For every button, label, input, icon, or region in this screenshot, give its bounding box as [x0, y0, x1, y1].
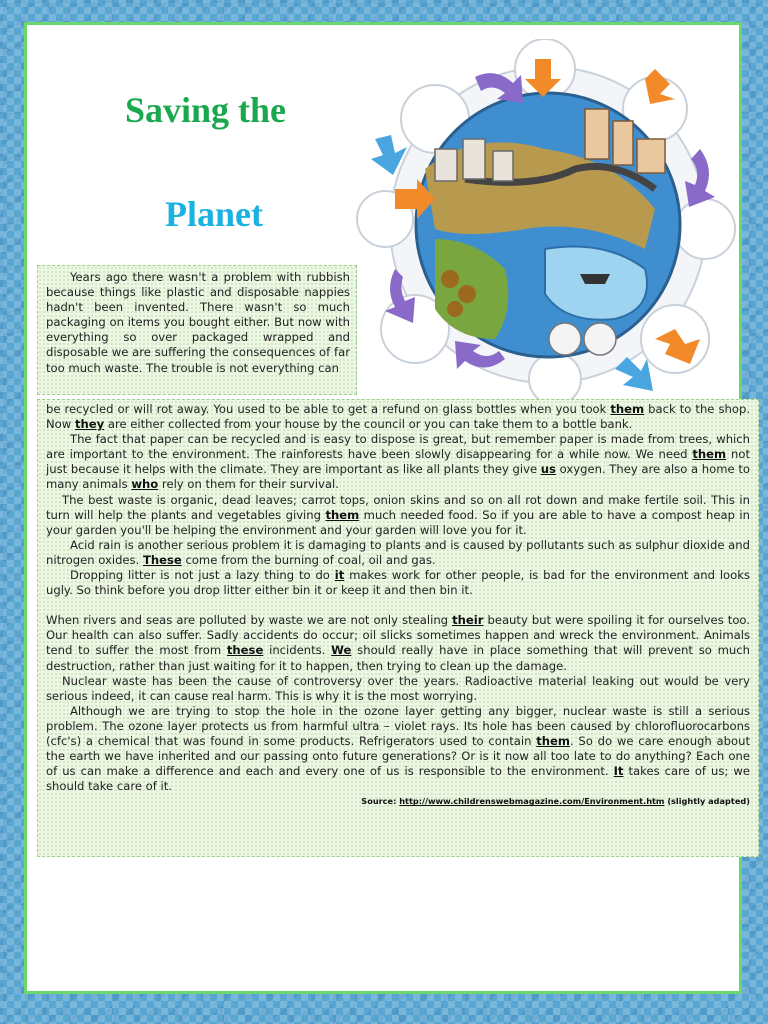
- paragraph-1: be recycled or will rot away. You used to be able to get a refund on glass bottles when you took them back to the shop. Now they are either collected from your house by the council or you can take them to a bottle bank.: [46, 402, 750, 432]
- worksheet-page: [24, 22, 750, 994]
- title-line-1: Saving the: [125, 90, 287, 130]
- highlight-word: us: [540, 462, 556, 477]
- highlight-word: these: [226, 643, 264, 658]
- paragraph-8: Although we are trying to stop the hole in the ozone layer getting any bigger, nuclear waste is still a serious problem. The ozone layer protects us from harmful ultra – violet rays. Its hole has been caused by chlorofluorocarbons (cfc's) a chemical that was found in some products. Refrigerators used to contain them. So do we care enough about the earth we have inherited and our passing onto future generations? Or is it now all too late to do anything? Each one of us can make a difference and each and every one of us is responsible to the environment. It takes care of us; we should take care of it.: [46, 703, 750, 794]
- earth-pollution-illustration: [355, 39, 741, 401]
- highlight-word: them: [536, 733, 570, 748]
- highlight-word: We: [331, 643, 352, 658]
- paragraph-4: Acid rain is another serious problem it is damaging to plants and is caused by pollutants such as sulphur dioxide and nitrogen oxides. These come from the burning of coal, oil and gas.: [46, 537, 750, 567]
- paragraph-5: Dropping litter is not just a lazy thing to do it makes work for other people, is bad for the environment and looks ugly. So think before you drop litter either bin it or keep it and then bin it.: [46, 568, 750, 598]
- paragraph-2: The fact that paper can be recycled and is easy to dispose is great, but remember paper is made from trees, which are important to the environment. The rainforests have been slowly disappearing for a while now. We need them not just because it helps with the climate. They are important as like all plants they give us oxygen. They are also a home to many animals who rely on them for their survival.: [46, 432, 750, 492]
- paragraph-6: When rivers and seas are polluted by waste we are not only stealing their beauty but were spoiling it for ourselves too. Our health can also suffer. Sadly accidents do occur; oil slicks sometimes happen and wreck the environment. Animals tend to suffer the most from these incidents. We should really have in place something that will prevent so much destruction, rather than just waiting for it to happen, then trying to clean up the damage.: [46, 613, 750, 673]
- highlight-word: them: [692, 447, 727, 462]
- paragraph-7: Nuclear waste has been the cause of controversy over the years. Radioactive material leaking out would be very serious indeed, it can cause real harm. This is why it is the most worrying.: [46, 673, 750, 703]
- highlight-word: it: [334, 568, 345, 583]
- paragraph-3: The best waste is organic, dead leaves; carrot tops, onion skins and so on all rot down and make fertile soil. This in turn will help the plants and vegetables giving them much needed food. So if you are able to have a compost heap in your garden you'll be helping the environment and your garden will love you for it.: [46, 492, 750, 537]
- highlight-word: who: [131, 477, 159, 492]
- title-line-2: Planet: [165, 194, 263, 234]
- highlight-word: It: [613, 764, 624, 779]
- highlight-word: their: [452, 613, 484, 628]
- intro-paragraph: Years ago there wasn't a problem with rubbish because things like plastic and disposable nappies hadn't been invented. There wasn't so much packaging on items you bought either. But now with everything so over packaged wrapped and disposable we are suffering the consequences of far too much waste. The trouble is not everything can: [46, 270, 350, 375]
- highlight-word: These: [142, 552, 182, 567]
- highlight-word: them: [325, 507, 360, 522]
- source-citation: Source: http://www.childrenswebmagazine.com/Environment.htm (slightly adapted): [361, 796, 750, 807]
- source-link[interactable]: http://www.childrenswebmagazine.com/Environment.htm: [399, 796, 665, 807]
- intro-text-box: [37, 265, 357, 395]
- article-text-box: [37, 399, 759, 857]
- highlight-word: them: [610, 402, 645, 416]
- oil-tanker: [580, 274, 610, 284]
- highlight-word: they: [74, 417, 105, 432]
